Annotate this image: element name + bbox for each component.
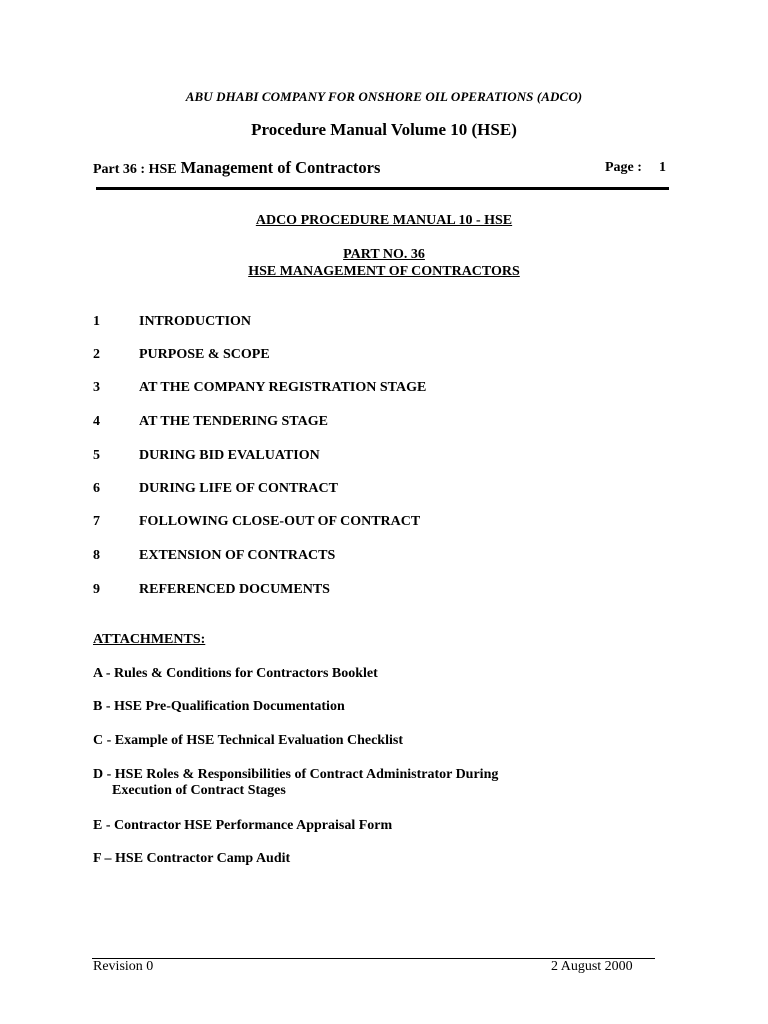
part-title xyxy=(93,158,380,178)
toc-item: REFERENCED DOCUMENTS xyxy=(139,582,330,597)
toc-item: INTRODUCTION xyxy=(139,314,252,329)
toc-number: 6 xyxy=(93,481,100,496)
toc-number: 9 xyxy=(93,582,100,597)
manual-title: Procedure Manual Volume 10 (HSE) xyxy=(251,120,517,139)
attachment-item: A - Rules & Conditions for Contractors Booklet xyxy=(93,666,378,681)
toc-number: 5 xyxy=(93,448,100,463)
toc-item: FOLLOWING CLOSE-OUT OF CONTRACT xyxy=(139,514,421,529)
toc-number: 8 xyxy=(93,548,100,563)
toc-item: AT THE TENDERING STAGE xyxy=(139,414,328,429)
page-label: Page : xyxy=(605,160,642,175)
toc-item: DURING LIFE OF CONTRACT xyxy=(139,481,338,496)
header-divider xyxy=(96,187,669,190)
part-main-title: Management of Contractors xyxy=(180,158,381,177)
attachment-item-continuation: Execution of Contract Stages xyxy=(112,783,286,798)
part-number-heading: PART NO. 36 xyxy=(343,247,425,262)
toc-number: 2 xyxy=(93,347,100,362)
toc-number: 7 xyxy=(93,514,100,529)
toc-item: EXTENSION OF CONTRACTS xyxy=(139,548,336,563)
toc-number: 4 xyxy=(93,414,100,429)
revision-date: 2 August 2000 xyxy=(551,959,633,974)
company-name: ABU DHABI COMPANY FOR ONSHORE OIL OPERATIONS (ADCO) xyxy=(185,89,583,104)
revision-label: Revision 0 xyxy=(93,959,154,974)
attachment-item: E - Contractor HSE Performance Appraisal Form xyxy=(93,818,393,833)
toc-number: 3 xyxy=(93,380,100,395)
toc-item: DURING BID EVALUATION xyxy=(139,448,320,463)
document-heading: ADCO PROCEDURE MANUAL 10 - HSE xyxy=(255,213,513,228)
toc-item: AT THE COMPANY REGISTRATION STAGE xyxy=(139,380,427,395)
attachment-item: C - Example of HSE Technical Evaluation Checklist xyxy=(93,733,403,748)
attachments-heading: ATTACHMENTS: xyxy=(93,632,206,647)
toc-item: PURPOSE & SCOPE xyxy=(139,347,270,362)
attachment-item: B - HSE Pre-Qualification Documentation xyxy=(93,699,345,714)
attachment-item: D - HSE Roles & Responsibilities of Contract Administrator During xyxy=(93,767,499,782)
toc-number: 1 xyxy=(93,314,100,329)
part-subject-heading: HSE MANAGEMENT OF CONTRACTORS xyxy=(248,264,520,279)
attachment-item: F – HSE Contractor Camp Audit xyxy=(93,851,291,866)
part-prefix: Part 36 : HSE xyxy=(93,162,177,177)
page-number: 1 xyxy=(659,160,666,175)
